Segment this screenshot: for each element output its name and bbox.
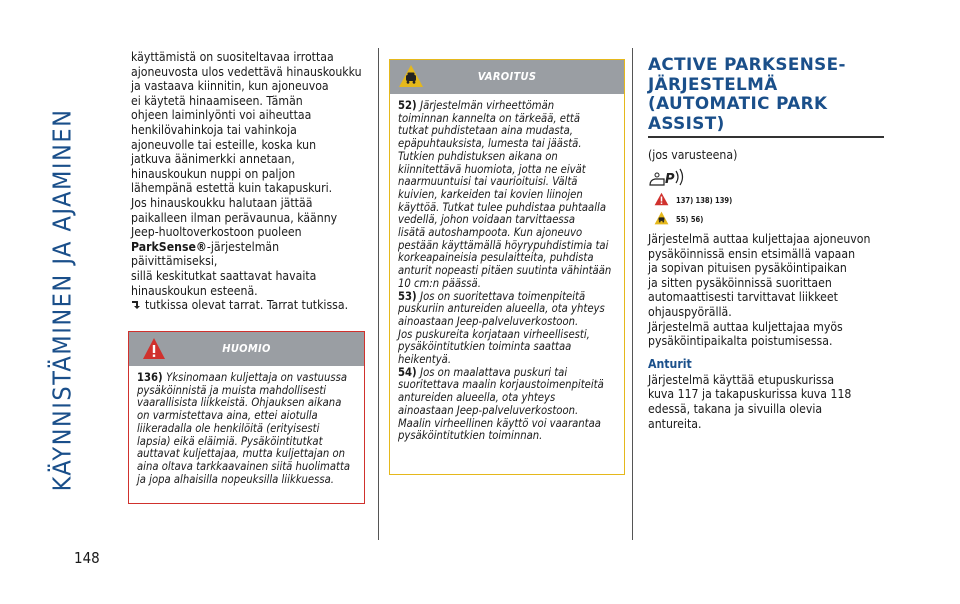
box-item-line: 54) Jos on maalattava puskuri tai (398, 365, 568, 379)
warning-box-header (390, 60, 624, 94)
subheading: Anturit (648, 356, 692, 371)
warning-box-body (390, 94, 624, 449)
box-item-line: puskuriin antureiden alueella, ota yhteys (398, 302, 605, 316)
text-line: antureita. (648, 416, 702, 431)
arrow-line-text: tutkissa olevat tarrat. Tarrat tutkissa. (145, 298, 349, 313)
box-item-line: Maalin virheellinen käyttö voi vaarantaa (398, 416, 601, 430)
box-item-line: naarmuuntuisi tai vaurioituisi. Vältä (398, 175, 578, 189)
text-line: ohjauspyörällä. (648, 305, 732, 320)
column-divider (378, 48, 379, 540)
right-paragraph (648, 232, 884, 349)
box-item-line: epäpuhtauksista, lumesta tai jäästä. (398, 137, 582, 151)
text-line: pysäköintipaikalta poistumisessa. (648, 334, 833, 349)
text-line: Järjestelmä käyttää etupuskurissa (648, 372, 835, 387)
text-line: automaattisesti tarvittavat liikkeet (648, 290, 838, 305)
note-box-body (129, 366, 364, 492)
text-line: jatkuva äänimerkki annetaan, (131, 152, 295, 167)
box-item (398, 367, 617, 443)
chapter-title: KÄYNNISTÄMINEN JA AJAMINEN (47, 108, 77, 492)
text-line: ei käytetä hinaamiseen. Tämän (131, 93, 303, 108)
box-item-line: pestään käyttämällä höyrypuhdistimia tai (398, 238, 609, 252)
box-item-line: tutkat puhdistetaan aina mudasta, (398, 124, 573, 138)
caution-triangle-icon (654, 211, 669, 225)
svg-text:P: P (665, 172, 675, 188)
text-line: ajoneuvosta ulos vedettävä hinauskoukku (131, 64, 362, 79)
box-item-line: anturit nopeasti pitäen suutinta vähintään (398, 264, 612, 278)
text-line: hinauskoukun nuppi on paljon (131, 166, 296, 181)
box-item-line: aina oltava tarkkaavainen siitä huolimatta (137, 459, 351, 473)
text-line: Jeep-huoltoverkostoon puoleen (131, 225, 302, 240)
text-line: ja vastaava kiinnitin, kun ajoneuvoa (131, 79, 329, 94)
text-line: hinauskoukun esteenä. (131, 283, 258, 298)
box-item-line: antureiden alueella, ota yhteys (398, 391, 556, 405)
arrow-indicator-icon (131, 300, 141, 310)
arrow-line (131, 298, 366, 313)
box-item-line: korkeapaineisia pesulaitteita, puhdista (398, 251, 594, 265)
text-line: edessä, takana ja sivuilla olevia (648, 402, 823, 417)
parksense-line (131, 240, 366, 269)
bold-term: ParkSense® (131, 239, 207, 254)
text-line: lähempänä estettä kuin takapuskuri. (131, 181, 333, 196)
box-item-line: lisätä autoshampoota. Kun ajoneuvo (398, 226, 583, 240)
box-item-line: suoritettava maalin korjaustoimenpiteitä (398, 378, 604, 392)
box-item (137, 372, 357, 486)
box-item-line: 52) Järjestelmän virheettömän (398, 99, 555, 112)
text-line: kuva 117 ja takapuskurissa kuva 118 (648, 387, 852, 402)
bold-term-rest: -järjestelmän päivittämiseksi, (131, 239, 280, 269)
text-line: ja sitten pysäköinnissä suorittaen (648, 275, 832, 290)
item-number: 54) (398, 365, 421, 379)
text-line: Jos hinauskoukku halutaan jättää (131, 195, 313, 210)
note-box (128, 331, 365, 504)
box-item-line: 53) Jos on suoritettava toimenpiteitä (398, 289, 586, 303)
text-line: henkilövahinkoja tai vahinkoja (131, 122, 297, 137)
box-item-line: Jos puskureita korjataan virheellisesti, (398, 327, 590, 341)
box-item-line: lapsia) eikä eläimiä. Pysäköintitutkat (137, 434, 323, 448)
heading-line: ASSIST) (648, 112, 725, 133)
box-item-line: heikentyä. (398, 353, 452, 367)
right-column (648, 55, 884, 431)
heading-line: JÄRJESTELMÄ (648, 73, 778, 94)
box-item-line: 10 cm:n päässä. (398, 276, 481, 290)
warning-triangle-icon (654, 192, 669, 206)
box-item-line: kuivien, karkeiden tai kovien liinojen (398, 187, 583, 201)
box-item-line: kiinnitettävä huomiota, jotta ne eivät (398, 162, 586, 176)
text-line: Järjestelmä auttaa kuljettajaa ajoneuvon (648, 232, 871, 247)
warning-box (389, 59, 625, 475)
text-line: ja sopivan pituisen pysäköintipaikan (648, 261, 847, 276)
text-line: pysäköinnissä ensin etsimällä vapaan (648, 246, 856, 261)
box-item-line: 136) Yksinomaan kuljettaja on vastuussa (137, 371, 348, 384)
box-item-line: on varmistettava aina, ettei aiotulla (137, 409, 318, 423)
box-item-line: vedellä, johon voidaan tarvittaessa (398, 213, 576, 227)
warning-references: 137) 138) 139) (676, 196, 733, 206)
heading-rule (648, 136, 884, 138)
box-item-line: pysäköintitutkien toiminnan. (398, 429, 543, 443)
box-item-line: ainoastaan Jeep-palveluverkostoon. (398, 403, 579, 417)
page-number: 148 (74, 549, 100, 567)
text-line: Järjestelmä auttaa kuljettajaa myös (648, 319, 843, 334)
box-item-line: pysäköintitutkien toiminta saattaa (398, 340, 572, 354)
box-item-line: Tutkien puhdistuksen aikana on (398, 149, 558, 163)
box-item-line: pysäköinnistä ja muista mahdollisesti (137, 383, 327, 397)
warning-box-label: VAROITUS (477, 70, 537, 83)
left-column (131, 50, 366, 313)
box-item-line: vaarallisista liikkeistä. Ohjauksen aikana (137, 396, 342, 410)
symbol-block (648, 162, 884, 232)
box-item-line: toiminnan kannelta on tärkeää, että (398, 111, 581, 125)
heading-line: (AUTOMATIC PARK (648, 93, 828, 113)
item-number: 53) (398, 289, 421, 303)
left-paragraph-2 (131, 269, 366, 298)
item-number: 136) (137, 371, 167, 384)
note-box-label: HUOMIO (222, 342, 271, 355)
box-item-line: ainoastaan Jeep-palveluverkostoon. (398, 314, 579, 328)
box-item-line: ja jopa alhaisilla nopeuksilla liikkuessa. (137, 472, 334, 486)
text-line: käyttämistä on suositeltavaa irrottaa (131, 50, 334, 64)
box-item (398, 291, 617, 367)
heading-line: ACTIVE PARKSENSE- (648, 54, 846, 74)
text-line: sillä keskitutkat saattavat havaita (131, 268, 317, 283)
park-assist-icon (648, 167, 688, 187)
column-divider (632, 48, 633, 540)
box-item-line: liikeradalla ole henkilöitä (erityisesti (137, 421, 320, 435)
box-item-line: auttavat kuljettajaa, mutta kuljettajan on (137, 447, 346, 461)
section-heading (648, 55, 884, 133)
note-box-header (129, 332, 364, 366)
right-paragraph-2 (648, 373, 884, 431)
text-line: paikalleen ilman perävaunua, käänny (131, 210, 338, 225)
caution-references: 55) 56) (676, 215, 704, 225)
optional-note: (jos varusteena) (648, 147, 738, 162)
box-item (398, 100, 617, 291)
item-number: 52) (398, 99, 421, 112)
left-paragraph (131, 50, 366, 240)
text-line: ajoneuvolle tai esteille, koska kun (131, 137, 317, 152)
box-item-line: käyttöä. Tutkat tulee puhdistaa puhtaalla (398, 200, 606, 214)
text-line: ohjeen laiminlyönti voi aiheuttaa (131, 108, 312, 123)
